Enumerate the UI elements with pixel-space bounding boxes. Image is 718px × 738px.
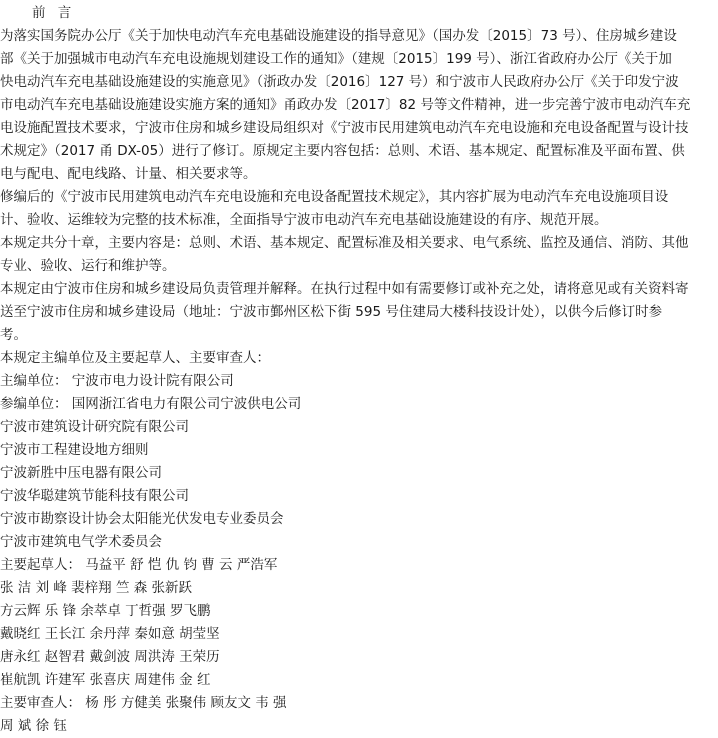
body-line: 崔航凯 许建军 张喜庆 周建伟 金 红: [0, 672, 211, 688]
body-line: 本规定主编单位及主要起草人、主要审查人：: [0, 350, 270, 366]
body-line: 主要起草人： 马益平 舒 恺 仇 钧 曹 云 严浩军: [0, 557, 278, 573]
body-line: 宁波华聪建筑节能科技有限公司: [0, 488, 189, 504]
body-line: 快电动汽车充电基础设施建设的实施意见》（浙政办发〔2016〕127 号）和宁波市人民政府办公厅《关于印发宁波: [0, 74, 679, 90]
body-line: 宁波市建筑电气学术委员会: [0, 534, 162, 550]
body-line: 宁波新胜中压电器有限公司: [0, 465, 162, 481]
body-line: 术规定》（2017 甬 DX-05）进行了修订。原规定主要内容包括：总则、术语、基本规定、配置标准及平面布置、供: [0, 143, 685, 159]
body-line: 考。: [0, 327, 27, 343]
body-line: 宁波市工程建设地方细则: [0, 442, 149, 458]
body-line: 主编单位： 宁波市电力设计院有限公司: [0, 373, 234, 389]
body-line: 张 洁 刘 峰 裴梓翔 竺 森 张新跃: [0, 580, 193, 596]
body-line: 送至宁波市住房和城乡建设局（地址：宁波市鄞州区松下街 595 号住建局大楼科技设计处），以供今后修订时参: [0, 304, 663, 320]
body-line: 专业、验收、运行和维护等。: [0, 258, 176, 274]
document-heading: 前 言: [32, 5, 76, 21]
body-line: 参编单位： 国网浙江省电力有限公司宁波供电公司: [0, 396, 302, 412]
body-line: 周 斌 徐 钰: [0, 718, 67, 734]
body-line: 方云辉 乐 锋 余萃卓 丁哲强 罗飞鹏: [0, 603, 211, 619]
body-line: 为落实国务院办公厅《关于加快电动汽车充电基础设施建设的指导意见》（国办发〔2015〕73 号）、住房城乡建设: [0, 28, 677, 44]
body-line: 本规定共分十章，主要内容是：总则、术语、基本规定、配置标准及相关要求、电气系统、监控及通信、消防、其他: [0, 235, 689, 251]
body-line: 计、验收、运维较为完整的技术标准，全面指导宁波市电动汽车充电基础设施建设的有序、规范开展。: [0, 212, 608, 228]
body-line: 本规定由宁波市住房和城乡建设局负责管理并解释。在执行过程中如有需要修订或补充之处，请将意见或有关资料寄: [0, 281, 689, 297]
body-line: 戴晓红 王长江 余丹萍 秦如意 胡莹坚: [0, 626, 220, 642]
body-line: 主要审查人： 杨 彤 方健美 张聚伟 顾友文 韦 强: [0, 695, 287, 711]
body-line: 唐永红 赵智君 戴剑波 周洪涛 王荣历: [0, 649, 220, 665]
body-line: 电设施配置技术要求，宁波市住房和城乡建设局组织对《宁波市民用建筑电动汽车充电设施和充电设备配置与设计技: [0, 120, 689, 136]
body-line: 宁波市建筑设计研究院有限公司: [0, 419, 189, 435]
body-line: 电与配电、配电线路、计量、相关要求等。: [0, 166, 257, 182]
body-line: 部《关于加强城市电动汽车充电设施规划建设工作的通知》（建规〔2015〕199 号）、浙江省政府办公厅《关于加: [0, 51, 672, 67]
body-line: 修编后的《宁波市民用建筑电动汽车充电设施和充电设备配置技术规定》，其内容扩展为电动汽车充电设施项目设: [0, 189, 669, 205]
body-line: 市电动汽车充电基础设施建设实施方案的通知》甬政办发〔2017〕82 号等文件精神，进一步完善宁波市电动汽车充: [0, 97, 691, 113]
body-line: 宁波市勘察设计协会太阳能光伏发电专业委员会: [0, 511, 284, 527]
